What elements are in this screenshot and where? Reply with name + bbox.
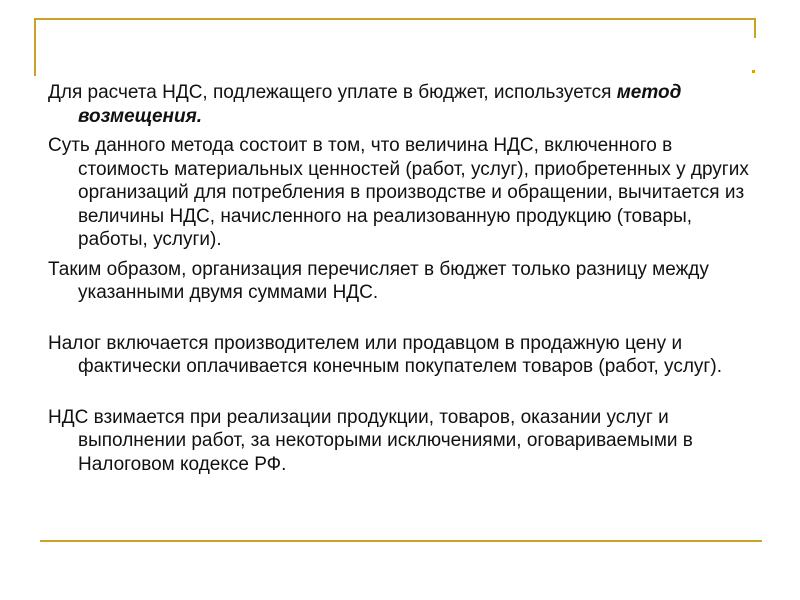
- frame-bottom-line: [40, 540, 762, 542]
- paragraph-vat-method-text: Для расчета НДС, подлежащего уплате в бюджет, используется: [48, 82, 617, 103]
- slide-body: [48, 81, 758, 476]
- paragraph-vat-method: [48, 81, 758, 128]
- frame-left-line: [34, 18, 36, 76]
- frame-dot: [752, 70, 755, 73]
- paragraph-method-essence: Суть данного метода состоит в том, что величина НДС, включенного в стоимость материальных ценностей (работ, услуг), приобретенных у других организаций для потребления в производстве и обращении, вычитается из величины НДС, начисленного на реализованную продукцию (товары, работы, услуги).: [48, 135, 749, 250]
- paragraph-tax-levy: НДС взимается при реализации продукции, товаров, оказании услуг и выполнении работ, за некоторыми исключениями, оговариваемыми в Налоговом кодексе РФ.: [48, 406, 693, 475]
- frame-right-tick: [754, 18, 756, 38]
- paragraph-tax-inclusion: Налог включается производителем или продавцом в продажную цену и фактически оплачивается конечным покупателем товаров (работ, услуг).: [48, 332, 722, 377]
- emphasis-method-name: метод возмещения.: [78, 82, 682, 127]
- frame-top-line: [34, 18, 756, 20]
- paragraph-difference: Таким образом, организация перечисляет в бюджет только разницу между указанными двумя суммами НДС.: [48, 258, 709, 303]
